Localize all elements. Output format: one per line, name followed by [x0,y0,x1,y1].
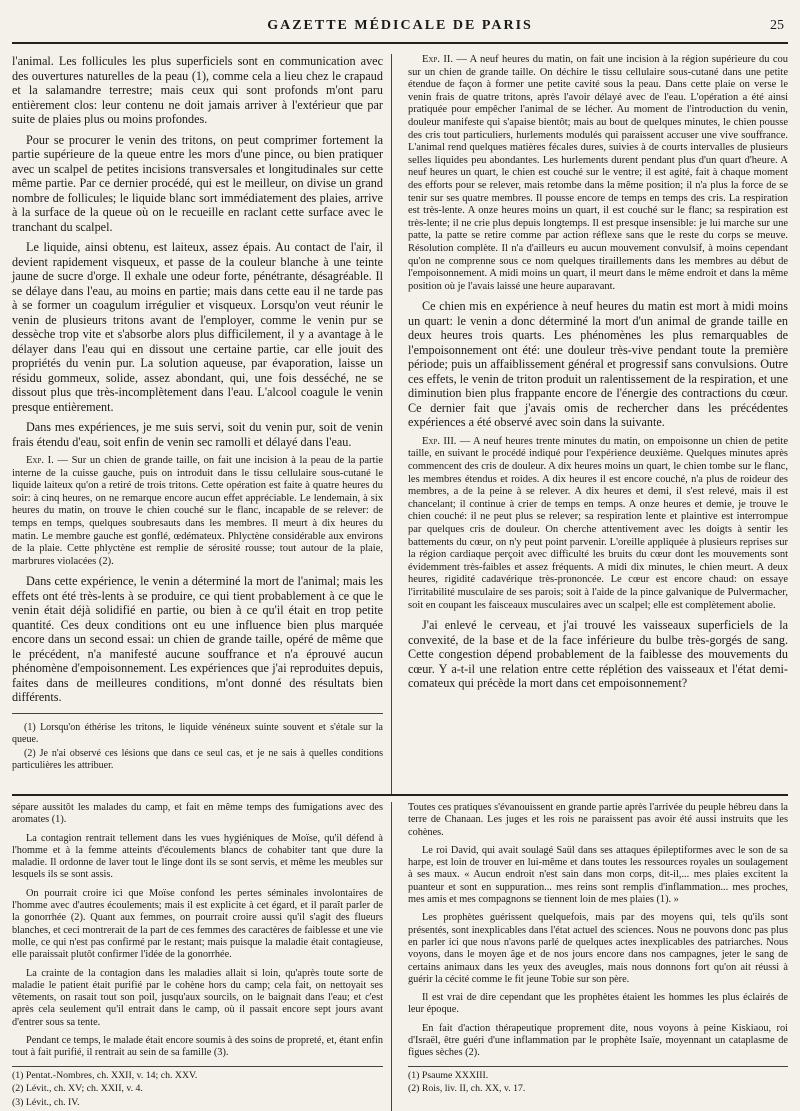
experience-2 [408,54,788,293]
paragraph: Le liquide, ainsi obtenu, est laiteux, assez épais. Au contact de l'air, il devient rapidement visqueux, et passe de la couleur blanche à une teinte jaune de sucre d'orge. Il exhale une odeur forte, pénétrante, désagréable. Il se délaye dans l'eau, au moins en partie; mais dans cette eau il ne tarde pas à se former un coagulum irrégulier et visqueux. Lorsqu'on veut réunir le venin de plusieurs tritons avant de l'employer, comme le venin pur se dessèche trop vite et s'absorbe alors plus difficilement, il y a avantage à le délayer dans l'eau qui en dissout une certaine partie, car elle jouit des propriétés du venin pur. La solution aqueuse, par évaporation, laisse un résidu gommeux, solide, assez abondant, qui, une fois desséché, ne se dissout plus que très-incomplètement dans l'eau. L'alcool coagule le venin presque entièrement. [12,240,383,414]
paragraph: La contagion rentrait tellement dans les vues hygiéniques de Moïse, qu'il défend à l'homme et à la femme atteints d'écoulements blancs de cohabiter tant que dure la maladie. Il ordonne de laver tout le linge dont ils se sont servis, et même les meubles sur lesquels ils se sont assis. [12,832,383,881]
paragraph: Dans mes expériences, je me suis servi, soit du venin pur, soit de venin frais étendu d'eau, soit enfin de venin sec ramolli et délayé dans l'eau. [12,420,383,449]
experience-text: A neuf heures trente minutes du matin, on empoisonne un chien de petite taille, en suivant le procédé indiqué pour l'expérience deuxième. Quelques minutes après commencent des cris de douleur. A dix heures moins un quart, le chien tombe sur le flanc, les membres étendus et roides. A dix heures il est encore couché, n'a plus de roideur des membres, a de la peine à se relever. A dix heures et demi, il s'est relevé, mais il est chancelant; il continue à crier de temps en temps. A onze heures et demie, je trouve le chien couché: il ne peut plus se relever; sa respiration lente et plaintive est interrompue par quelques cris de douleur. On cherche attentivement avec les doigts à sentir les battements du cœur, on n'y peut point parvenir. L'oreille appliquée à plusieurs reprises sur la région cardiaque perçoit avec difficulté les bruits du cœur dont les mouvements sont évidemment très-faibles et assez fréquents. A midi dix minutes, le chien meurt. A deux heures, rigidité cadavérique très-prononcée. Le cœur est encore chaud: on essaye l'irritabilité musculaire de ses parois; soit à l'aide de la pince galvanique de Pulvermacher, soit en coupant les faisceaux musculaires avec un scalpel; elle est complètement abolie. [408,435,789,611]
paragraph: Toutes ces pratiques s'évanouissent en grande partie après l'arrivée du peuple hébreu dans la terre de Chanaan. Les juges et les rois ne paraissent pas avoir été aussi instruits que les cohènes. [408,802,788,838]
paragraph: Il est vrai de dire cependant que les prophètes étaient les hommes les plus éclairés de leur époque. [408,992,788,1016]
lower-section [12,802,788,1109]
footnote: (2) Rois, liv. II, ch. XX, v. 17. [408,1083,526,1095]
page-header [12,14,788,44]
upper-right-column [408,54,788,794]
paragraph: Pour se procurer le venin des tritons, on peut comprimer fortement la partie supérieure de la queue entre les mors d'une pince, ou bien pratiquer avec un scalpel de petites incisions transversales et longitudinales sur cette même partie. Par ce dernier procédé, qui est le meilleur, on divise un grand nombre de follicules; le liquide blanc sort immédiatement des plaies, arrive à la surface de la queue où on le recueille en raclant cette surface avec le tranchant du scalpel. [12,132,383,234]
paragraph: En fait d'action thérapeutique proprement dite, nous voyons à peine Kiskiaou, roi d'Israël, être guéri d'une inflammation par le prophète Isaïe, moyennant un cataplasme de figues sèches (2). [408,1022,788,1059]
footnote: (2) Je n'ai observé ces lésions que dans ce seul cas, et je ne sais à quelles conditions particulières les attribuer. [12,747,383,771]
paragraph: Pendant ce temps, le malade était encore soumis à des soins de propreté, et, étant enfin tout à fait purifié, il rentrait au sein de sa famille (3). [12,1035,383,1059]
upper-left-column [12,54,392,794]
experience-text: Sur un chien de grande taille, on fait une incision à la peau de la partie interne de la cuisse gauche, puis on introduit dans le tissu cellulaire sous-cutané le liquide laiteux qu'on a retiré de trois tritons. Cette opération est faite à quatre heures du soir: à cinq heures, on ne remarque encore aucun effet appréciable. Le lendemain, à six heures du matin, on trouve le chien couché sur le flanc, incapable de se relever: de temps en temps, quelques soubresauts dans les membres. Il meurt à dix heures du matin. Le membre gauche est gonflé, œdémateux. Phlyctène considérable aux environs de la plaie. Cette phlyctène est remplie de sérosité rousse; tout autour de la plaie, marbrures violacées (2). [12,455,384,567]
upper-section [12,54,788,796]
paragraph: Ce chien mis en expérience à neuf heures du matin est mort à midi moins un quart: le venin a donc déterminé la mort d'un animal de grande taille en deux heures trois quarts. Les phénomènes les plus remarquables de l'empoisonnement ont été: une douleur très-vive pendant toute la première période; puis un affaiblissement général et progressif sans convulsions. Outre ces effets, le venin de triton produit un ralentissement de la respiration, et une diminution bien plus frappante encore de l'énergie des contractions du cœur. Ce dernier fait que j'avais omis de rechercher dans les précédentes expériences a été observé avec soin dans la suivante. [408,299,788,430]
experience-label: Exp. I. — [26,455,68,466]
paragraph: Dans cette expérience, le venin a déterminé la mort de l'animal; mais les effets ont été très-lents à se produire, ce qui tient probablement à ce que le venin était déjà solidifié en partie, ou bien à ce qu'il était en trop petite quantité. Ces deux conditions ont eu une influence bien plus marquée encore dans un second essai: un chien de grande taille, opéré de même que le précédent, n'a manifesté aucune souffrance et n'a éprouvé aucun phénomène d'empoisonnement. Les expériences que j'ai reproduites depuis, faites dans de meilleures conditions, m'ont donné des résultats bien différents. [12,574,383,705]
page-number: 25 [770,18,784,33]
footnotes [12,1066,383,1109]
footnote: (3) Lévit., ch. IV. [12,1097,80,1109]
experience-1 [12,455,383,568]
paragraph: On pourrait croire ici que Moïse confond les pertes séminales involontaires de l'homme avec d'autres écoulements; mais il est explicite à cet égard, et il paraît parler de la gonorrhée (2). Quant aux femmes, on pourrait croire aussi qu'il s'agit des flueurs blanches, et ceci montrerait de la part de ces femmes des caractères de faiblesse et une vie molle, ce qui n'est pas confirmé par le restant; mais puisque la maladie était contagieuse, elle paraissait plutôt confirmer l'idée de la gonorrhée. [12,887,383,961]
paragraph: La crainte de la contagion dans les maladies allait si loin, qu'après toute sorte de maladie le patient était purifié par le cohène hors du camp; cela fait, on nettoyait ses vêtements, on rasait tout son poil, jusqu'aux sourcils, on le baignait dans l'eau; et c'est après cela seulement qu'il entrait dans le camp, où il passait encore sept jours avant d'entrer sous sa tente. [12,967,383,1028]
paragraph: l'animal. Les follicules les plus superficiels sont en communication avec des ouvertures naturelles de la peau (1), comme cela a lieu chez le crapaud et la salamandre terrestre; mais ceux qui sont profonds m'ont paru entièrement clos: leur contenu ne doit jamais arriver à l'extérieur que par suite de plaies plus ou moins profondes. [12,54,383,126]
footnote: (1) Psaume XXXIII. [408,1069,489,1081]
paragraph: J'ai enlevé le cerveau, et j'ai trouvé les vaisseaux superficiels de la convexité, de la base et de la face inférieure du bulbe très-gorgés de sang. Cette congestion dépend probablement de la faiblesse des mouvements du cœur. Y a-t-il une relation entre cette réplétion des vaisseaux et l'état demi-comateux qui précède la mort dans cet empoisonnement? [408,618,788,691]
footnote-divider [12,713,383,714]
footnotes [408,1066,788,1096]
footnote: (1) Pentat.-Nombres, ch. XXII, v. 14; ch. XXV. [12,1069,198,1081]
experience-3 [408,436,788,612]
paragraph: Le roi David, qui avait soulagé Saül dans ses attaques épileptiformes avec le son de sa harpe, est loin de trouver en lui-même et dans toutes les ressources royales un soulagement à ses maux. « Aucun endroit n'est sain dans mon corps, dit-il,... mes plaies excitent la puanteur et sont en suppuration... mes reins sont remplis d'inflammation... mes proches, mes amis et mes compagnons se tiennent loin de mes plaies (1). » [408,844,788,906]
journal-title: GAZETTE MÉDICALE DE PARIS [267,18,533,33]
paragraph: Les prophètes guérissent quelquefois, mais par des moyens qui, tels qu'ils sont présentés, sont inexplicables dans l'état actuel des sciences. Nous ne pouvons donc pas plus en parler ici que nous n'avons parlé de quelques actes inexplicables des patriarches. Nous voyons, dans le moyen âge et de nos jours encore dans nos campagnes, jeter le sang de certains animaux dans les yeux des aveugles, mais nous donnons fort qu'on ait réussi à guérir la cécité comme le fit jeune Tobie sur son père. [408,912,788,985]
experience-label: Exp. III. — [422,435,471,447]
paragraph: sépare aussitôt les malades du camp, et fait en même temps des fumigations avec des aromates (1). [12,802,383,826]
footnote: (2) Lévit., ch. XV; ch. XXII, v. 4. [12,1083,143,1095]
footnote: (1) Lorsqu'on éthérise les tritons, le liquide vénéneux suinte souvent et s'étale sur la queue. [12,721,383,745]
lower-left-column [12,802,392,1111]
experience-text: A neuf heures du matin, on fait une incision à la région supérieure du cou sur un chien de grande taille. On déchire le tissu cellulaire sous-cutané dans une petite étendue de façon à former une petite cavité sous la peau. Dans cette plaie on verse le venin frais de quatre tritons, après l'avoir délayé avec de l'eau. L'opération a été ainsi pratiquée pour empêcher l'animal de se lécher. Au moment de l'introduction du venin, douleur manifeste qui s'apaise bientôt; mais au bout de quelques minutes, le chien pousse des cris tout particuliers, hurlements modulés qui paraissent accuser une vive souffrance. L'animal rend quelques matières fécales dures, suivies à de courts intervalles de plusieurs selles liquides peu abondantes. Les hurlements durent pendant plus d'un quart d'heure. A neuf heures un quart, le chien est couché sur le ventre; il est agité, fait à chaque moment des efforts pour se relever, mais retombe dans la même position; il n'a plus la force de se tenir sur ses quatre membres. Il pousse encore de temps en temps des cris. La respiration est très-lente. A onze heures moins un quart, il est couché sur le flanc; sa respiration est très-lente; il ne crie plus depuis longtemps. Il est presque insensible: je lui marche sur une patte, la patte se retire comme par action réflexe sans que le reste du corps se meuve. Résolution complète. Il n'a d'ailleurs eu aucun mouvement convulsif, à moins cependant qu'on ne comprenne sous ce nom quelques tiraillements dans les membres au début de l'empoisonnement. A midi moins un quart, il meurt dans le même endroit et dans la même position où je l'avais laissé une heure auparavant. [408,54,789,292]
experience-label: Exp. II. — [422,54,467,65]
lower-right-column [408,802,788,1111]
